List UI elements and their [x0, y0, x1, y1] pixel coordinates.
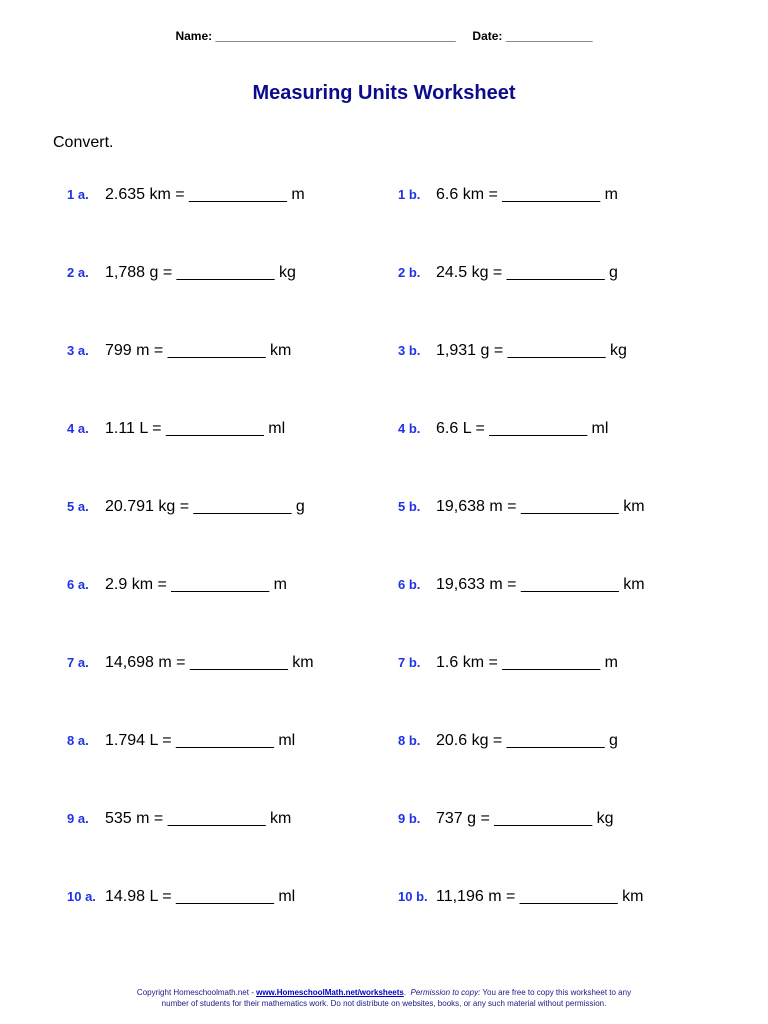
problem-expression[interactable]: 535 m = ___________ km [105, 810, 292, 827]
problem-2a [67, 263, 296, 283]
footer-permission-label: Permission to copy: [410, 988, 481, 997]
problem-expression[interactable]: 2.9 km = ___________ m [105, 576, 287, 593]
problem-number: 7 a. [67, 655, 89, 670]
problem-expression[interactable]: 6.6 L = ___________ ml [436, 420, 609, 437]
problem-4a [67, 419, 285, 439]
date-field[interactable]: _____________ [505, 29, 593, 43]
problem-number: 7 b. [398, 655, 421, 670]
worksheet-title: Measuring Units Worksheet [252, 82, 516, 104]
problem-3b [398, 341, 627, 361]
footer-link[interactable]: www.HomeschoolMath.net/worksheets [256, 988, 404, 997]
problem-number: 2 a. [67, 265, 89, 280]
problem-expression[interactable]: 6.6 km = ___________ m [436, 186, 618, 203]
problem-number: 10 a. [67, 889, 96, 904]
problem-expression[interactable]: 799 m = ___________ km [105, 342, 292, 359]
problem-expression[interactable]: 1.6 km = ___________ m [436, 654, 618, 671]
problem-8a [67, 731, 295, 751]
problem-1a [67, 185, 305, 205]
problem-number: 2 b. [398, 265, 421, 280]
problem-number: 10 b. [398, 889, 428, 904]
problem-expression[interactable]: 19,638 m = ___________ km [436, 498, 645, 515]
problem-number: 1 b. [398, 187, 421, 202]
problem-number: 3 b. [398, 343, 421, 358]
footer: Copyright Homeschoolmath.net - www.HomeschoolMath.net/worksheets. Permission to copy: You are free to copy this worksheet to any number of students for their mathematics work. Do not distribute on websites, books, or any such material without permission. [0, 987, 768, 1009]
footer-line-2: number of students for their mathematics work. Do not distribute on websites, books, or any such material without permission. [161, 999, 607, 1008]
problem-7a [67, 653, 314, 673]
problem-expression[interactable]: 1,931 g = ___________ kg [436, 342, 627, 359]
problem-9a [67, 809, 291, 829]
problem-5b [398, 497, 645, 517]
instruction-text: Convert. [53, 134, 114, 151]
problem-expression[interactable]: 14,698 m = ___________ km [105, 654, 314, 671]
problem-expression[interactable]: 1.794 L = ___________ ml [105, 732, 296, 749]
problem-8b [398, 731, 618, 751]
problem-number: 9 a. [67, 811, 89, 826]
problem-6b [398, 575, 645, 595]
problem-expression[interactable]: 1,788 g = ___________ kg [105, 264, 296, 281]
problem-number: 5 b. [398, 499, 421, 514]
problem-expression[interactable]: 20.6 kg = ___________ g [436, 732, 618, 749]
problem-number: 6 b. [398, 577, 421, 592]
problem-10a [67, 887, 295, 907]
problem-expression[interactable]: 737 g = ___________ kg [436, 810, 614, 827]
problem-number: 5 a. [67, 499, 89, 514]
problem-expression[interactable]: 1.11 L = ___________ ml [105, 420, 286, 437]
problem-2b [398, 263, 618, 283]
problem-3a [67, 341, 291, 361]
problem-10b [398, 887, 643, 907]
problem-6a [67, 575, 287, 595]
name-field[interactable]: ____________________________________ [215, 29, 456, 43]
problem-expression[interactable]: 2.635 km = ___________ m [105, 186, 305, 203]
problem-number: 8 a. [67, 733, 89, 748]
problem-7b [398, 653, 618, 673]
problem-number: 9 b. [398, 811, 421, 826]
problem-expression[interactable]: 20.791 kg = ___________ g [105, 498, 305, 515]
problem-number: 4 a. [67, 421, 89, 436]
problem-expression[interactable]: 24.5 kg = ___________ g [436, 264, 618, 281]
problem-number: 3 a. [67, 343, 89, 358]
problem-1b [398, 185, 618, 205]
problem-9b [398, 809, 614, 829]
problem-5a [67, 497, 305, 517]
date-label: Date: [472, 29, 503, 43]
problem-number: 4 b. [398, 421, 421, 436]
problem-expression[interactable]: 19,633 m = ___________ km [436, 576, 645, 593]
footer-copyright: Copyright Homeschoolmath.net - [136, 988, 257, 997]
name-date-header [0, 29, 768, 43]
problem-4b [398, 419, 608, 439]
problem-number: 6 a. [67, 577, 89, 592]
problem-number: 1 a. [67, 187, 89, 202]
footer-permission-text: You are free to copy this worksheet to any [480, 988, 632, 997]
problem-expression[interactable]: 14.98 L = ___________ ml [105, 888, 296, 905]
name-label: Name: [175, 29, 213, 43]
problem-expression[interactable]: 11,196 m = ___________ km [436, 888, 644, 905]
problem-number: 8 b. [398, 733, 421, 748]
